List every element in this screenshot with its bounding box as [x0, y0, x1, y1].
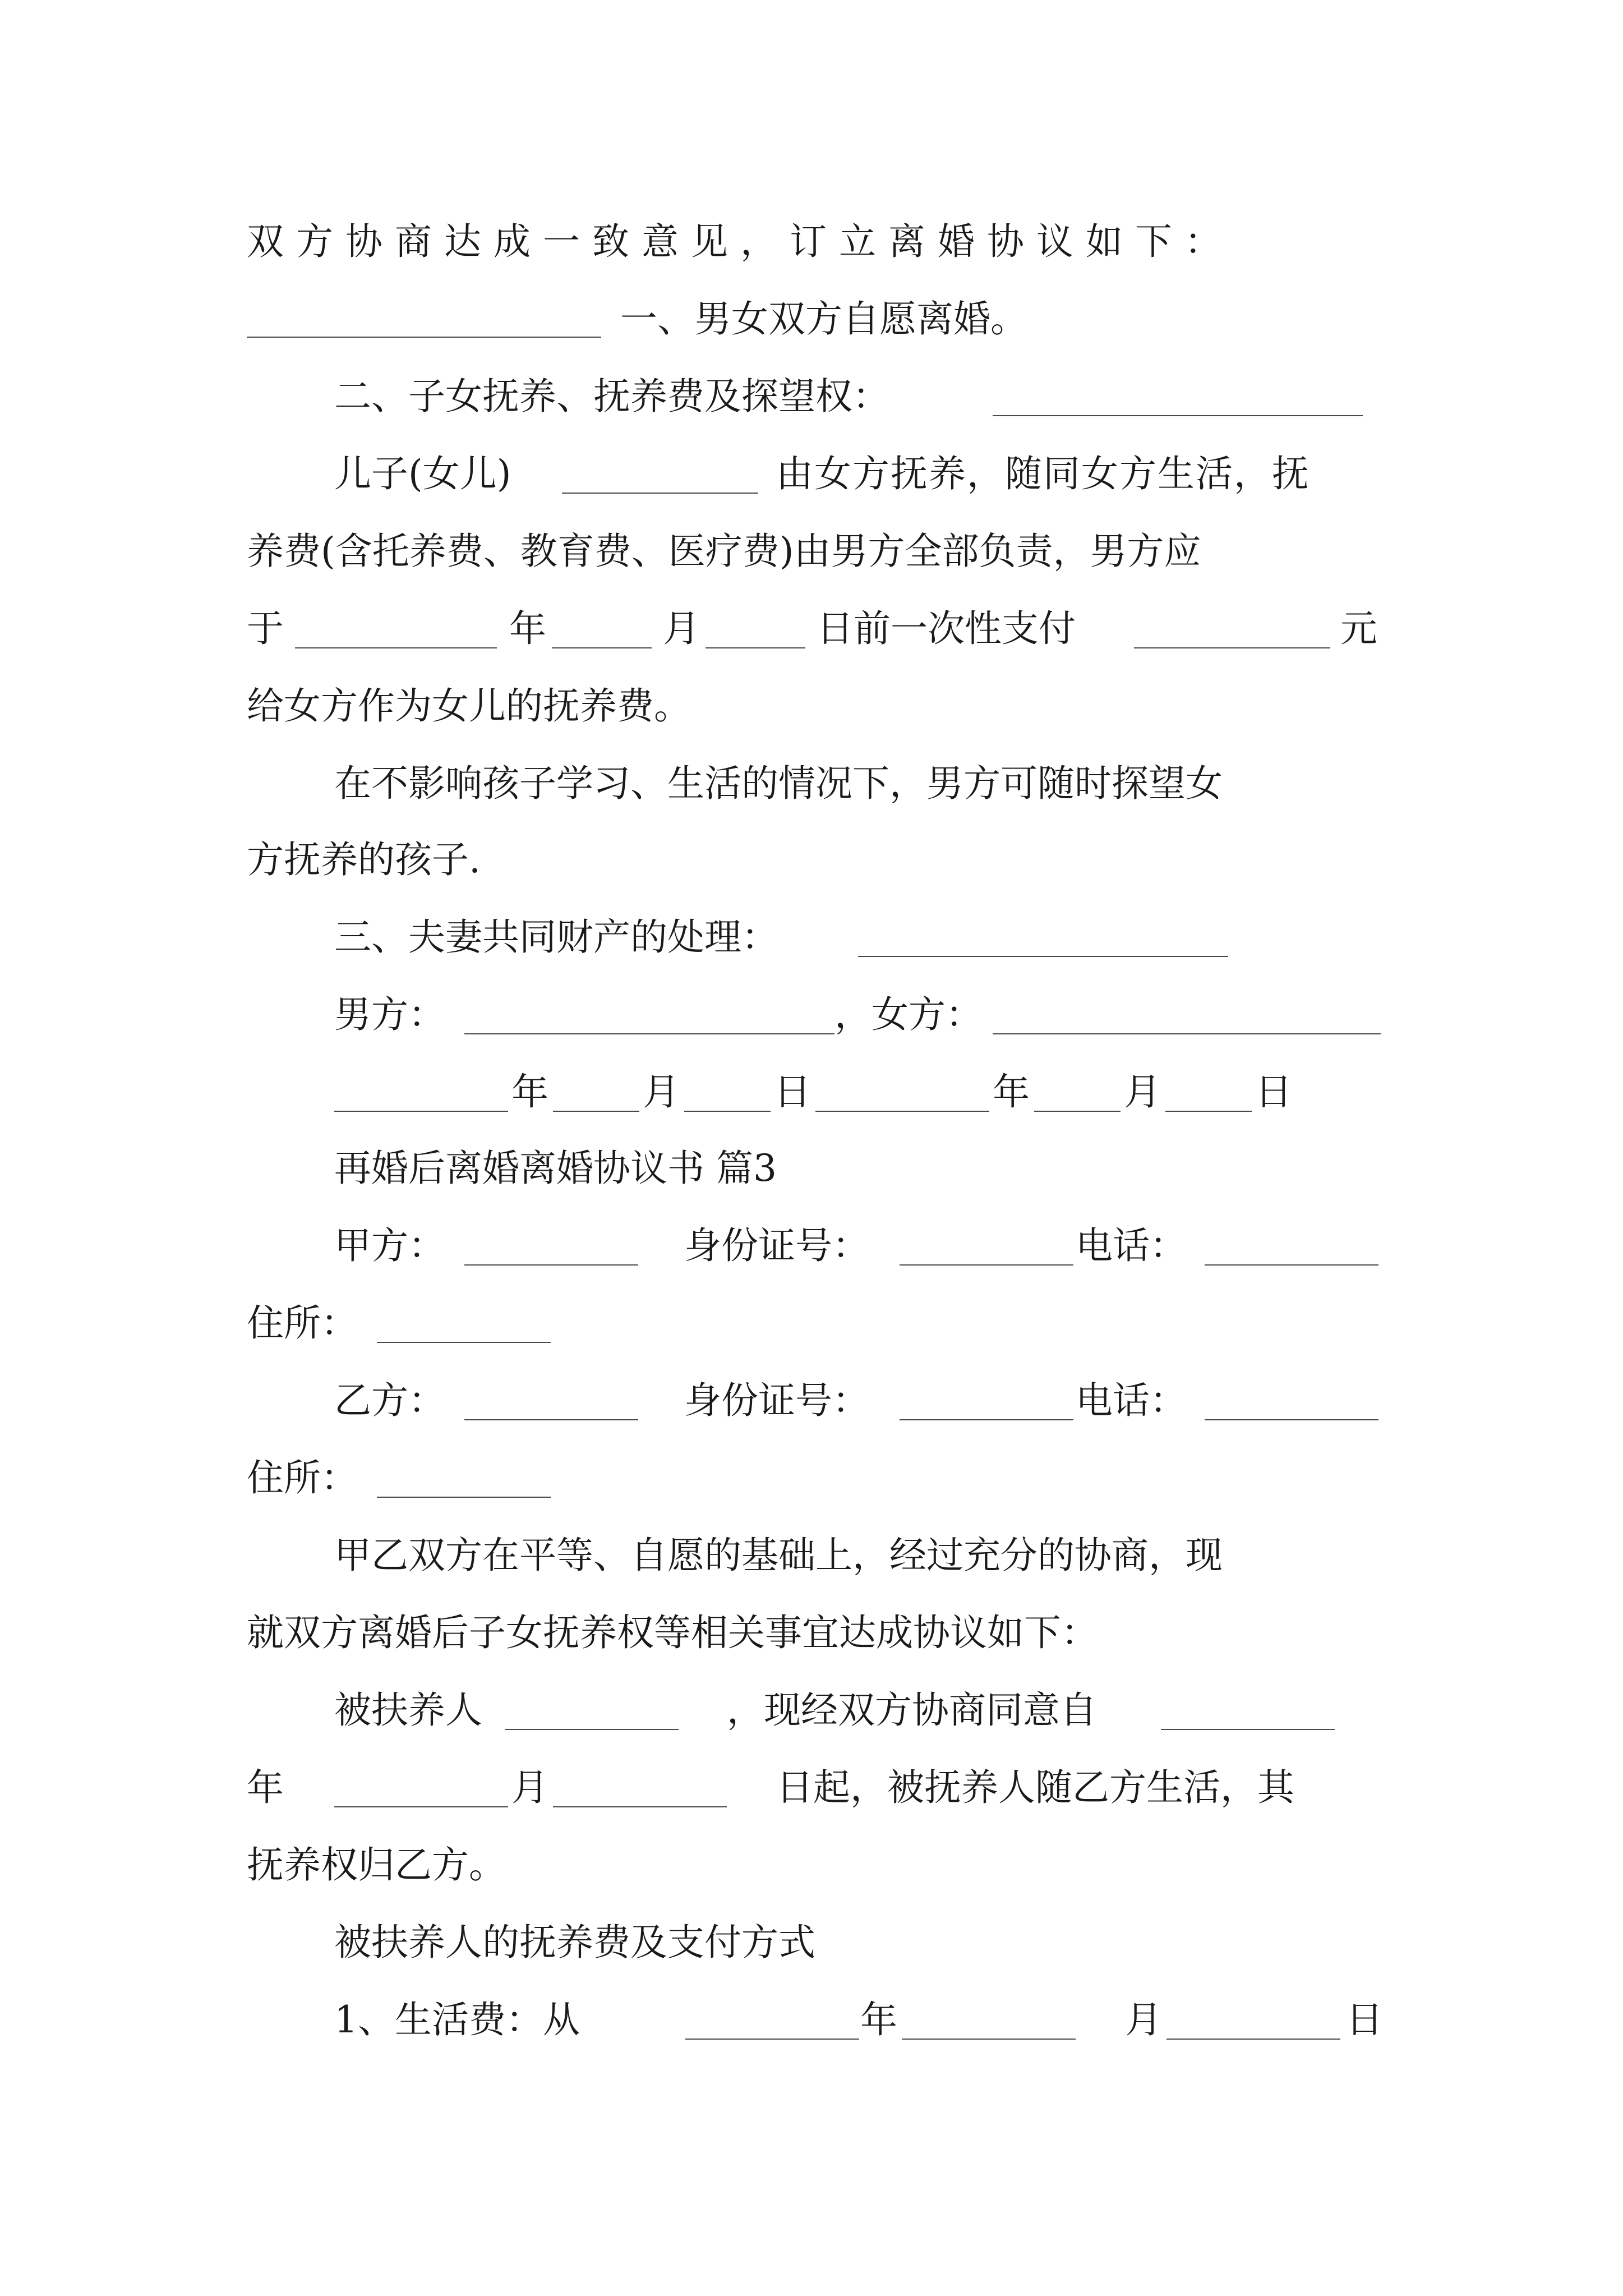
signature-label: 男方：	[334, 993, 445, 1036]
fill-in-blank[interactable]	[1134, 647, 1330, 648]
date-label: 日	[1255, 1070, 1292, 1114]
signature-label: ，女方：	[834, 993, 983, 1036]
fill-in-blank[interactable]	[900, 1264, 1073, 1266]
fill-in-blank[interactable]	[684, 1111, 771, 1112]
date-label: 年	[993, 1070, 1030, 1114]
fill-in-blank[interactable]	[1034, 1111, 1121, 1112]
fill-in-blank[interactable]	[993, 415, 1363, 416]
fill-in-blank[interactable]	[334, 1806, 508, 1807]
paragraph-text: 元	[1340, 607, 1377, 650]
date-label: 日	[1346, 1998, 1383, 2041]
fill-in-blank[interactable]	[993, 1033, 1381, 1034]
fill-in-blank[interactable]	[1165, 1111, 1252, 1112]
paragraph-text: 方抚养的孩子.	[247, 838, 481, 881]
paragraph-text: 由女方抚养，随同女方生活，抚	[776, 452, 1310, 495]
paragraph-text: 月	[511, 1766, 548, 1809]
paragraph-text: 双方协商达成一致意见，订立离婚协议如下：	[247, 220, 1234, 263]
date-label: 月	[1125, 1998, 1162, 2041]
fill-in-blank[interactable]	[900, 1419, 1073, 1420]
paragraph-text: 日起，被抚养人随乙方生活，其	[776, 1766, 1294, 1809]
id-number-label: 身份证号：	[684, 1224, 869, 1267]
paragraph-text: 在不影响孩子学习、生活的情况下，男方可随时探望女	[334, 762, 1223, 805]
fill-in-blank[interactable]	[685, 2039, 859, 2040]
fill-in-blank[interactable]	[902, 2039, 1076, 2040]
id-number-label: 身份证号：	[684, 1379, 869, 1422]
clause-heading: 一、男女双方自愿离婚。	[620, 297, 1027, 341]
fill-in-blank[interactable]	[1205, 1419, 1378, 1420]
party-label: 乙方：	[334, 1379, 445, 1422]
section-title: 再婚后离婚离婚协议书 篇3	[334, 1147, 777, 1190]
paragraph-text: 于	[247, 607, 284, 650]
phone-label: 电话：	[1076, 1379, 1187, 1422]
clause-heading: 二、子女抚养、抚养费及探望权：	[334, 375, 889, 418]
fill-in-blank[interactable]	[295, 647, 497, 648]
paragraph-text: 日前一次性支付	[817, 607, 1076, 650]
fill-in-blank[interactable]	[553, 1806, 727, 1807]
paragraph-text: 被扶养人	[334, 1688, 482, 1732]
party-label: 甲方：	[334, 1224, 445, 1267]
paragraph-text: 月	[663, 607, 700, 650]
fill-in-blank[interactable]	[815, 1111, 989, 1112]
fill-in-blank[interactable]	[334, 1111, 508, 1112]
paragraph-text: 养费(含托养费、教育费、医疗费)由男方全部负责，男方应	[247, 530, 1201, 573]
address-label: 住所：	[247, 1456, 358, 1499]
fill-in-blank[interactable]	[377, 1342, 551, 1343]
fill-in-blank[interactable]	[1166, 2039, 1340, 2040]
paragraph-text: 甲乙双方在平等、自愿的基础上，经过充分的协商，现	[334, 1534, 1223, 1577]
fill-in-blank[interactable]	[505, 1729, 679, 1730]
date-label: 年	[511, 1070, 548, 1114]
clause-heading: 1、生活费：从	[334, 1998, 580, 2041]
fill-in-blank[interactable]	[464, 1419, 638, 1420]
fill-in-blank[interactable]	[464, 1264, 638, 1266]
phone-label: 电话：	[1076, 1224, 1187, 1267]
clause-heading: 被扶养人的抚养费及支付方式	[334, 1921, 815, 1964]
fill-in-blank[interactable]	[706, 647, 805, 648]
paragraph-text: 年	[509, 607, 546, 650]
paragraph-text: 给女方作为女儿的抚养费。	[247, 684, 691, 728]
fill-in-blank[interactable]	[1205, 1264, 1378, 1266]
address-label: 住所：	[247, 1301, 358, 1345]
fill-in-blank[interactable]	[464, 1033, 834, 1034]
paragraph-text: ，现经双方协商同意自	[727, 1688, 1097, 1732]
paragraph-text: 就双方离婚后子女抚养权等相关事宜达成协议如下：	[247, 1611, 1098, 1654]
date-label: 月	[1124, 1070, 1161, 1114]
fill-in-blank[interactable]	[1161, 1729, 1335, 1730]
fill-in-blank[interactable]	[562, 493, 758, 494]
clause-heading: 三、夫妻共同财产的处理：	[334, 915, 778, 959]
date-label: 月	[643, 1070, 680, 1114]
date-label: 年	[860, 1998, 897, 2041]
paragraph-text: 抚养权归乙方。	[247, 1843, 506, 1887]
fill-in-blank[interactable]	[247, 337, 601, 338]
date-label: 日	[774, 1070, 811, 1114]
fill-in-blank[interactable]	[377, 1497, 551, 1498]
fill-in-blank[interactable]	[552, 647, 652, 648]
paragraph-text: 儿子(女儿)	[334, 452, 511, 495]
fill-in-blank[interactable]	[553, 1111, 639, 1112]
fill-in-blank[interactable]	[858, 956, 1228, 957]
paragraph-text: 年	[247, 1766, 284, 1809]
